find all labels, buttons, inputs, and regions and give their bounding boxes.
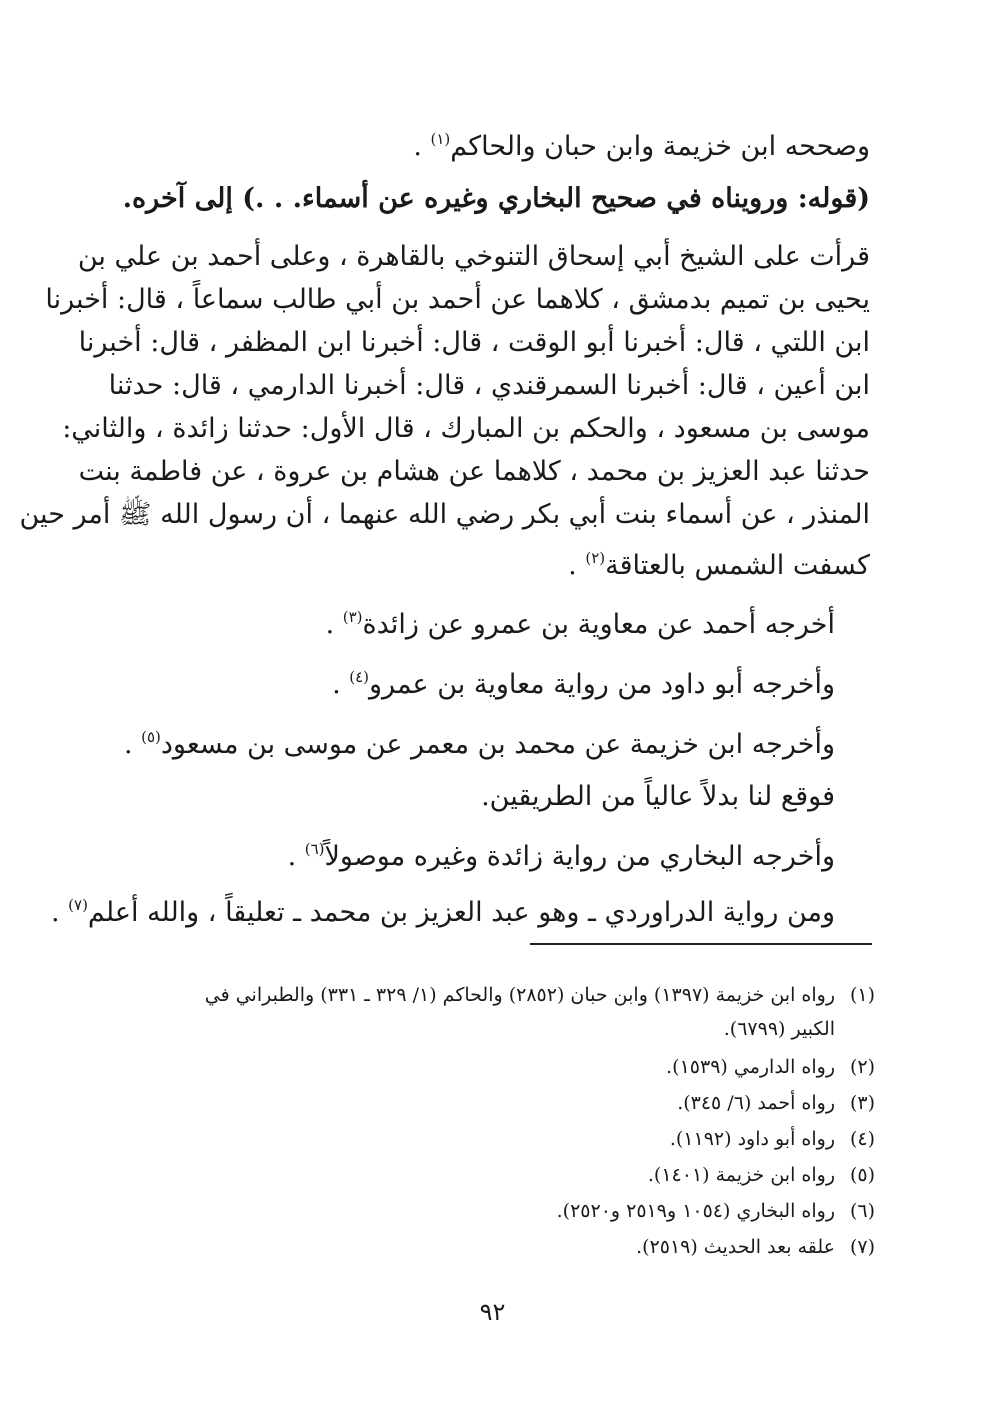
line-text: أخرجه أحمد عن معاوية بن عمرو عن زائدة — [362, 609, 835, 640]
body-line — [332, 660, 835, 702]
footnote-ref: (١) — [430, 130, 451, 148]
footnote — [677, 1090, 875, 1116]
footnote-separator — [530, 943, 872, 945]
footnote-number: (٢) — [849, 1056, 875, 1078]
line-text: وأخرجه أبو داود من رواية معاوية بن عمرو — [369, 669, 835, 700]
footnote — [670, 1126, 875, 1152]
body-line — [481, 780, 835, 814]
footnote-text: رواه أحمد (٦/ ٣٤٥). — [677, 1092, 835, 1114]
footnote-ref: (٦) — [304, 840, 325, 858]
footnote-text: رواه البخاري (١٠٥٤ و٢٥١٩ و٢٥٢٠). — [556, 1200, 835, 1222]
footnote-continuation: الكبير (٦٧٩٩). — [723, 1018, 835, 1040]
line-tail: . — [287, 841, 305, 872]
footnote-ref: (٥) — [141, 728, 161, 746]
footnote-ref: (٣) — [342, 608, 363, 626]
footnote-number: (٦) — [849, 1200, 875, 1222]
line-tail: . — [332, 669, 350, 700]
footnote-number: (٣) — [849, 1092, 875, 1114]
line-text: وأخرجه ابن خزيمة عن محمد بن معمر عن موسى بن مسعود — [160, 729, 835, 760]
line-text: (قوله: ورويناه في صحيح البخاري وغيره عن أسماء. . .) إلى آخره. — [122, 183, 870, 214]
footnote — [666, 1054, 875, 1080]
body-line — [62, 412, 870, 446]
line-text: كسفت الشمس بالعتاقة — [605, 550, 870, 581]
line-tail: . — [325, 609, 343, 640]
body-line — [124, 720, 835, 762]
footnote-ref: (٢) — [585, 549, 606, 567]
line-text: حدثنا عبد العزيز بن محمد ، كلاهما عن هشام بن عروة ، عن فاطمة بنت — [78, 456, 870, 487]
footnote-text: رواه أبو داود (١١٩٢). — [669, 1128, 835, 1150]
body-line — [77, 240, 870, 274]
footnote-ref: (٤) — [349, 668, 370, 686]
page-number: ٩٢ — [479, 1298, 506, 1326]
body-line — [78, 455, 870, 489]
line-text: موسى بن مسعود ، والحكم بن المبارك ، قال الأول: حدثنا زائدة ، والثاني: — [62, 413, 870, 444]
body-line — [288, 832, 835, 874]
body-line — [51, 888, 835, 930]
footnote-number: (٧) — [849, 1236, 875, 1258]
body-line — [413, 122, 870, 164]
body-line — [326, 600, 835, 642]
footnote-text: رواه ابن خزيمة (١٣٩٧) وابن حبان (٢٨٥٢) والحاكم (١/ ٣٢٩ ـ ٣٣١) والطبراني في — [204, 984, 835, 1006]
line-text: ومن رواية الدراوردي ـ وهو عبد العزيز بن محمد ـ تعليقاً ، والله أعلم — [87, 897, 835, 928]
footnote-ref: (٧) — [68, 896, 88, 914]
line-tail: . — [123, 729, 142, 760]
body-line — [108, 369, 870, 403]
line-text: فوقع لنا بدلاً عالياً من الطريقين. — [481, 781, 835, 812]
line-tail: . — [568, 550, 586, 581]
line-text: المنذر ، عن أسماء بنت أبي بكر رضي الله عنهما ، أن رسول الله ﷺ أمر حين — [19, 499, 870, 530]
line-text: يحيى بن تميم بدمشق ، كلاهما عن أحمد بن أبي طالب سماعاً ، قال: أخبرنا — [45, 284, 870, 315]
footnote-text: علقه بعد الحديث (٢٥١٩). — [636, 1236, 835, 1258]
footnote-number: (٥) — [849, 1164, 875, 1186]
footnote — [636, 1234, 875, 1260]
footnote — [557, 1198, 875, 1224]
footnote-number: (٤) — [849, 1128, 875, 1150]
footnote-text: رواه الدارمي (١٥٣٩). — [666, 1056, 835, 1078]
footnote-text: رواه ابن خزيمة (١٤٠١). — [647, 1164, 835, 1186]
body-line — [45, 283, 870, 317]
line-text: ابن اللتي ، قال: أخبرنا أبو الوقت ، قال: أخبرنا ابن المظفر ، قال: أخبرنا — [78, 327, 870, 358]
line-tail: . — [413, 131, 431, 162]
footnote-number: (١) — [849, 984, 875, 1006]
body-line — [78, 326, 870, 360]
line-tail: . — [50, 897, 69, 928]
footnote — [205, 982, 875, 1008]
body-line — [123, 182, 870, 216]
body-line — [19, 498, 870, 532]
line-text: وصححه ابن خزيمة وابن حبان والحاكم — [450, 131, 870, 162]
line-text: قرأت على الشيخ أبي إسحاق التنوخي بالقاهرة ، وعلى أحمد بن علي بن — [77, 241, 870, 272]
footnote — [648, 1162, 875, 1188]
line-text: ابن أعين ، قال: أخبرنا السمرقندي ، قال: أخبرنا الدارمي ، قال: حدثنا — [108, 370, 870, 401]
line-text: وأخرجه البخاري من رواية زائدة وغيره موصولاً — [324, 841, 835, 872]
body-line — [568, 541, 870, 583]
